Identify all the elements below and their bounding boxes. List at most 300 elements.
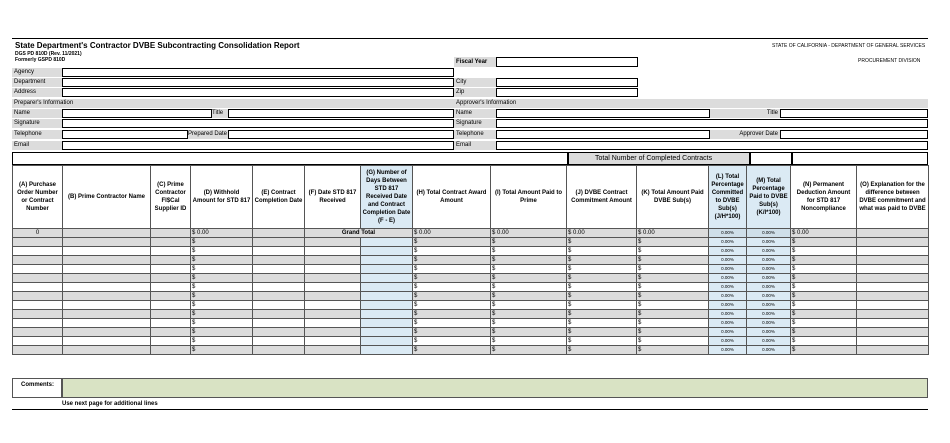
cell-h[interactable]: $: [413, 319, 491, 328]
cell-l[interactable]: 0.00%: [709, 274, 747, 283]
cell-o[interactable]: [857, 346, 929, 355]
top-border: [12, 38, 928, 39]
approver-title-input[interactable]: [780, 109, 928, 118]
cell-e[interactable]: [253, 319, 305, 328]
column-header-l: (L) Total Percentage Committed to DVBE Sub(s) (J/H*100): [709, 166, 747, 229]
cell-h[interactable]: $: [413, 274, 491, 283]
cell-g[interactable]: [361, 256, 413, 265]
cell-h[interactable]: $: [413, 292, 491, 301]
comments-input[interactable]: [62, 378, 928, 398]
table-row: [13, 265, 929, 274]
cell-l[interactable]: 0.00%: [709, 337, 747, 346]
cell-h[interactable]: $: [413, 337, 491, 346]
column-header-e: (E) Contract Completion Date: [253, 166, 305, 229]
cell-d[interactable]: $: [191, 346, 253, 355]
table-row: [13, 346, 929, 355]
cell-j[interactable]: $: [567, 283, 637, 292]
cell-j[interactable]: $: [567, 256, 637, 265]
cell-c[interactable]: [151, 301, 191, 310]
cell-d[interactable]: $: [191, 328, 253, 337]
approver-signature-label-box: [454, 119, 496, 128]
agency-input[interactable]: [62, 68, 454, 77]
cell-o[interactable]: [857, 319, 929, 328]
cell-c[interactable]: [151, 238, 191, 247]
cell-g[interactable]: [361, 274, 413, 283]
prepared-date-label: Prepared Date: [188, 131, 228, 137]
cell-m[interactable]: 0.00%: [747, 292, 791, 301]
cell-k[interactable]: $: [637, 256, 709, 265]
preparer-email-input[interactable]: [62, 141, 454, 150]
cell-m[interactable]: 0.00%: [747, 256, 791, 265]
preparer-signature-label-box: [12, 119, 62, 128]
cell-h[interactable]: $: [413, 247, 491, 256]
column-header-row: [13, 166, 929, 229]
cell-l[interactable]: 0.00%: [709, 283, 747, 292]
cell-a[interactable]: [13, 265, 63, 274]
cell-e[interactable]: [253, 346, 305, 355]
total-count: 0: [13, 229, 63, 238]
preparer-signature-input[interactable]: [62, 119, 454, 128]
cell-b[interactable]: [63, 292, 151, 301]
cell-n[interactable]: $: [791, 256, 857, 265]
cell-e[interactable]: [253, 337, 305, 346]
cell-l[interactable]: 0.00%: [709, 265, 747, 274]
completed-contracts-label: Total Number of Completed Contracts: [595, 155, 713, 162]
cell-h[interactable]: $: [413, 310, 491, 319]
cell-a[interactable]: [13, 238, 63, 247]
cell-d[interactable]: $: [191, 292, 253, 301]
footer-note: Use next page for additional lines: [62, 401, 158, 407]
prepared-date-label-box: [188, 130, 228, 139]
cell-m[interactable]: 0.00%: [747, 274, 791, 283]
cell-h[interactable]: $: [413, 256, 491, 265]
cell-f[interactable]: [305, 337, 361, 346]
cell-g[interactable]: [361, 283, 413, 292]
cell-h[interactable]: $: [413, 301, 491, 310]
cell-c[interactable]: [151, 265, 191, 274]
cell-j[interactable]: $: [567, 247, 637, 256]
cell-j[interactable]: $: [567, 328, 637, 337]
preparer-band: [12, 99, 454, 108]
cell-o[interactable]: [857, 256, 929, 265]
total-award: [413, 229, 491, 238]
preparer-telephone-input[interactable]: [62, 130, 188, 139]
zip-label-box: [454, 88, 496, 97]
cell-e[interactable]: [253, 328, 305, 337]
cell-i[interactable]: $: [491, 238, 567, 247]
preparer-title-input[interactable]: [228, 109, 454, 118]
cell-e[interactable]: [253, 310, 305, 319]
total-paid-dvbe-dollar: $: [638, 230, 642, 236]
cell-h[interactable]: $: [413, 346, 491, 355]
table-row: [13, 283, 929, 292]
cell-e[interactable]: [253, 301, 305, 310]
cell-i[interactable]: $: [491, 256, 567, 265]
completed-contracts-label-box: [568, 152, 750, 165]
cell-n[interactable]: $: [791, 346, 857, 355]
approver-date-label-box: [710, 130, 780, 139]
cell-n[interactable]: $: [791, 292, 857, 301]
cell-j[interactable]: $: [567, 301, 637, 310]
column-header-a: (A) Purchase Order Number or Contract Number: [13, 166, 63, 229]
cell-f[interactable]: [305, 265, 361, 274]
cell-o[interactable]: [857, 265, 929, 274]
column-header-n: (N) Permanent Deduction Amount for STD 817 Noncompliance: [791, 166, 857, 229]
preparer-name-input[interactable]: [62, 109, 212, 118]
preparer-telephone-label: Telephone: [14, 131, 42, 137]
total-paid-prime-value: 0.00: [497, 230, 509, 236]
cell-k[interactable]: $: [637, 319, 709, 328]
table-row: [13, 301, 929, 310]
cell-e[interactable]: [253, 274, 305, 283]
cell-k[interactable]: $: [637, 310, 709, 319]
cell-i[interactable]: $: [491, 274, 567, 283]
total-award-value: 0.00: [419, 230, 431, 236]
preparer-title-label: Title: [212, 110, 224, 116]
cell-n[interactable]: $: [791, 310, 857, 319]
cell-a[interactable]: [13, 301, 63, 310]
cell-b[interactable]: [63, 319, 151, 328]
column-header-d: (D) Withhold Amount for STD 817: [191, 166, 253, 229]
cell-n[interactable]: $: [791, 337, 857, 346]
cell-h[interactable]: $: [413, 238, 491, 247]
cell-i[interactable]: $: [491, 292, 567, 301]
cell-h[interactable]: $: [413, 265, 491, 274]
city-label-box: [454, 78, 496, 87]
cell-f[interactable]: [305, 301, 361, 310]
total-deduction-dollar: $: [792, 230, 796, 236]
approver-telephone-label-box: [454, 130, 496, 139]
cell-b[interactable]: [63, 283, 151, 292]
cell-i[interactable]: $: [491, 328, 567, 337]
preparer-email-label: Email: [14, 142, 30, 148]
total-paid-prime-dollar: $: [492, 230, 496, 236]
cell-k[interactable]: $: [637, 292, 709, 301]
cell-m[interactable]: 0.00%: [747, 238, 791, 247]
cell-a[interactable]: [13, 337, 63, 346]
cell-i[interactable]: $: [491, 310, 567, 319]
total-pct-committed: 0.00%: [709, 229, 747, 238]
cell-l[interactable]: 0.00%: [709, 247, 747, 256]
cell-f[interactable]: [305, 274, 361, 283]
approver-email-label: Email: [456, 142, 472, 148]
cell-l[interactable]: 0.00%: [709, 238, 747, 247]
cell-k[interactable]: $: [637, 337, 709, 346]
approver-info-label: Approver's Information: [456, 100, 517, 106]
cell-m[interactable]: 0.00%: [747, 283, 791, 292]
approver-band: [454, 99, 928, 108]
table-row: [13, 238, 929, 247]
cell-n[interactable]: $: [791, 319, 857, 328]
table-row: [13, 337, 929, 346]
cell-a[interactable]: [13, 247, 63, 256]
cell-j[interactable]: $: [567, 337, 637, 346]
preparer-info-label: Preparer's Information: [14, 100, 74, 106]
cell-d[interactable]: $: [191, 265, 253, 274]
column-header-c: (C) Prime Contractor FI$Cal Supplier ID: [151, 166, 191, 229]
totals-b: [63, 229, 151, 238]
contracts-table: [12, 165, 929, 355]
cell-m[interactable]: 0.00%: [747, 346, 791, 355]
cell-j[interactable]: $: [567, 346, 637, 355]
cell-d[interactable]: $: [191, 319, 253, 328]
cell-f[interactable]: [305, 256, 361, 265]
cell-c[interactable]: [151, 274, 191, 283]
cell-c[interactable]: [151, 337, 191, 346]
cell-f[interactable]: [305, 283, 361, 292]
cell-g[interactable]: [361, 319, 413, 328]
department-input[interactable]: [62, 78, 454, 87]
prepared-date-input[interactable]: [228, 130, 454, 139]
table-row: [13, 256, 929, 265]
cell-m[interactable]: 0.00%: [747, 319, 791, 328]
agency-label-box: [12, 68, 62, 77]
cell-i[interactable]: $: [491, 265, 567, 274]
cell-e[interactable]: [253, 256, 305, 265]
city-label: City: [456, 79, 467, 85]
cell-f[interactable]: [305, 292, 361, 301]
cell-l[interactable]: 0.00%: [709, 346, 747, 355]
cell-n[interactable]: $: [791, 283, 857, 292]
cell-c[interactable]: [151, 292, 191, 301]
cell-l[interactable]: 0.00%: [709, 301, 747, 310]
column-header-o: (O) Explanation for the difference between DVBE commitment and what was paid to DVBE: [857, 166, 929, 229]
column-header-h: (H) Total Contract Award Amount: [413, 166, 491, 229]
cell-f[interactable]: [305, 328, 361, 337]
zip-label: Zip: [456, 89, 465, 95]
cell-o[interactable]: [857, 283, 929, 292]
preparer-title-label-box: [212, 109, 228, 118]
cell-l[interactable]: 0.00%: [709, 319, 747, 328]
column-header-m: (M) Total Percentage Paid to DVBE Sub(s) (K/I*100): [747, 166, 791, 229]
completed-contracts-spacer: [12, 152, 568, 165]
table-row: [13, 247, 929, 256]
cell-j[interactable]: $: [567, 265, 637, 274]
cell-m[interactable]: 0.00%: [747, 265, 791, 274]
cell-b[interactable]: [63, 310, 151, 319]
cell-c[interactable]: [151, 256, 191, 265]
department-label-box: [12, 78, 62, 87]
cell-d[interactable]: $: [191, 238, 253, 247]
total-deduction-value: 0.00: [797, 230, 809, 236]
cell-o[interactable]: [857, 274, 929, 283]
cell-a[interactable]: [13, 319, 63, 328]
address-input[interactable]: [62, 88, 454, 97]
cell-d[interactable]: $: [191, 337, 253, 346]
cell-d[interactable]: $: [191, 283, 253, 292]
cell-o[interactable]: [857, 301, 929, 310]
formerly-label: Formerly GSPD 810D: [15, 57, 66, 63]
cell-g[interactable]: [361, 292, 413, 301]
preparer-telephone-label-box: [12, 130, 62, 139]
cell-c[interactable]: [151, 247, 191, 256]
cell-j[interactable]: $: [567, 319, 637, 328]
cell-g[interactable]: [361, 301, 413, 310]
cell-a[interactable]: [13, 292, 63, 301]
cell-a[interactable]: [13, 283, 63, 292]
cell-n[interactable]: $: [791, 274, 857, 283]
cell-n[interactable]: $: [791, 328, 857, 337]
cell-g[interactable]: [361, 337, 413, 346]
cell-i[interactable]: $: [491, 337, 567, 346]
cell-n[interactable]: $: [791, 265, 857, 274]
cell-j[interactable]: $: [567, 310, 637, 319]
preparer-name-label-box: [12, 109, 62, 118]
cell-o[interactable]: [857, 310, 929, 319]
cell-k[interactable]: $: [637, 328, 709, 337]
cell-c[interactable]: [151, 346, 191, 355]
cell-f[interactable]: [305, 346, 361, 355]
cell-l[interactable]: 0.00%: [709, 310, 747, 319]
cell-i[interactable]: $: [491, 283, 567, 292]
cell-o[interactable]: [857, 292, 929, 301]
approver-name-input[interactable]: [496, 109, 710, 118]
cell-f[interactable]: [305, 319, 361, 328]
cell-b[interactable]: [63, 337, 151, 346]
cell-k[interactable]: $: [637, 346, 709, 355]
cell-m[interactable]: 0.00%: [747, 328, 791, 337]
cell-d[interactable]: $: [191, 310, 253, 319]
cell-d[interactable]: $: [191, 256, 253, 265]
cell-a[interactable]: [13, 274, 63, 283]
cell-n[interactable]: $: [791, 238, 857, 247]
cell-g[interactable]: [361, 265, 413, 274]
cell-g[interactable]: [361, 346, 413, 355]
table-row: [13, 328, 929, 337]
bottom-border: [12, 409, 928, 410]
cell-c[interactable]: [151, 319, 191, 328]
cell-k[interactable]: $: [637, 247, 709, 256]
cell-m[interactable]: 0.00%: [747, 310, 791, 319]
cell-c[interactable]: [151, 328, 191, 337]
comments-label-box: [12, 378, 62, 398]
cell-n[interactable]: $: [791, 301, 857, 310]
cell-k[interactable]: $: [637, 238, 709, 247]
cell-a[interactable]: [13, 310, 63, 319]
cell-n[interactable]: $: [791, 247, 857, 256]
approver-email-input[interactable]: [496, 141, 928, 150]
approver-telephone-input[interactable]: [496, 130, 710, 139]
approver-name-label-box: [454, 109, 496, 118]
total-award-dollar: $: [414, 230, 418, 236]
approver-signature-label: Signature: [456, 120, 482, 126]
cell-m[interactable]: 0.00%: [747, 301, 791, 310]
cell-a[interactable]: [13, 328, 63, 337]
cell-g[interactable]: [361, 328, 413, 337]
preparer-name-label: Name: [14, 110, 31, 116]
address-label-box: [12, 88, 62, 97]
cell-e[interactable]: [253, 283, 305, 292]
fiscal-year-label: Fiscal Year: [456, 59, 488, 65]
approver-telephone-label: Telephone: [456, 131, 484, 137]
cell-c[interactable]: [151, 283, 191, 292]
cell-e[interactable]: [253, 247, 305, 256]
cell-i[interactable]: $: [491, 247, 567, 256]
cell-e[interactable]: [253, 292, 305, 301]
agency-header: STATE OF CALIFORNIA - DEPARTMENT OF GENERAL SERVICES: [772, 43, 926, 49]
totals-e: [253, 229, 305, 238]
total-deduction: [791, 229, 857, 238]
approver-date-input[interactable]: [780, 130, 928, 139]
approver-name-label: Name: [456, 110, 473, 116]
column-header-j: (J) DVBE Contract Commitment Amount: [567, 166, 637, 229]
cell-i[interactable]: $: [491, 319, 567, 328]
cell-o[interactable]: [857, 328, 929, 337]
cell-b[interactable]: [63, 346, 151, 355]
cell-l[interactable]: 0.00%: [709, 328, 747, 337]
cell-h[interactable]: $: [413, 283, 491, 292]
column-header-i: (I) Total Amount Paid to Prime: [491, 166, 567, 229]
cell-i[interactable]: $: [491, 346, 567, 355]
cell-l[interactable]: 0.00%: [709, 256, 747, 265]
cell-m[interactable]: 0.00%: [747, 247, 791, 256]
total-commitment-value: 0.00: [573, 230, 585, 236]
cell-e[interactable]: [253, 238, 305, 247]
cell-b[interactable]: [63, 247, 151, 256]
cell-b[interactable]: [63, 238, 151, 247]
cell-b[interactable]: [63, 265, 151, 274]
cell-j[interactable]: $: [567, 238, 637, 247]
cell-c[interactable]: [151, 310, 191, 319]
cell-f[interactable]: [305, 247, 361, 256]
cell-j[interactable]: $: [567, 274, 637, 283]
cell-m[interactable]: 0.00%: [747, 337, 791, 346]
cell-g[interactable]: [361, 238, 413, 247]
cell-o[interactable]: [857, 247, 929, 256]
cell-b[interactable]: [63, 274, 151, 283]
total-paid-dvbe-value: 0.00: [643, 230, 655, 236]
cell-e[interactable]: [253, 265, 305, 274]
cell-o[interactable]: [857, 238, 929, 247]
fiscal-year-label-box: [454, 57, 496, 67]
department-label: Department: [14, 79, 46, 85]
column-header-b: (B) Prime Contractor Name: [63, 166, 151, 229]
total-withhold-dollar: $: [192, 230, 196, 236]
cell-k[interactable]: $: [637, 274, 709, 283]
cell-g[interactable]: [361, 247, 413, 256]
cell-b[interactable]: [63, 256, 151, 265]
cell-g[interactable]: [361, 310, 413, 319]
cell-k[interactable]: $: [637, 283, 709, 292]
cell-f[interactable]: [305, 310, 361, 319]
city-input[interactable]: [496, 78, 638, 87]
cell-i[interactable]: $: [491, 301, 567, 310]
preparer-email-label-box: [12, 141, 62, 150]
completed-contracts-input[interactable]: [750, 152, 792, 165]
zip-input[interactable]: [496, 88, 638, 97]
cell-k[interactable]: $: [637, 301, 709, 310]
cell-d[interactable]: $: [191, 301, 253, 310]
totals-o: [857, 229, 929, 238]
cell-b[interactable]: [63, 301, 151, 310]
cell-o[interactable]: [857, 337, 929, 346]
cell-j[interactable]: $: [567, 292, 637, 301]
total-withhold: [191, 229, 253, 238]
approver-signature-input[interactable]: [496, 119, 928, 128]
cell-a[interactable]: [13, 346, 63, 355]
cell-h[interactable]: $: [413, 328, 491, 337]
cell-b[interactable]: [63, 328, 151, 337]
cell-d[interactable]: $: [191, 247, 253, 256]
fiscal-year-input[interactable]: [496, 57, 638, 67]
division-header: PROCUREMENT DIVISION: [858, 58, 921, 64]
cell-l[interactable]: 0.00%: [709, 292, 747, 301]
approver-title-label: Title: [766, 110, 778, 116]
cell-k[interactable]: $: [637, 265, 709, 274]
cell-f[interactable]: [305, 238, 361, 247]
cell-a[interactable]: [13, 256, 63, 265]
cell-d[interactable]: $: [191, 274, 253, 283]
